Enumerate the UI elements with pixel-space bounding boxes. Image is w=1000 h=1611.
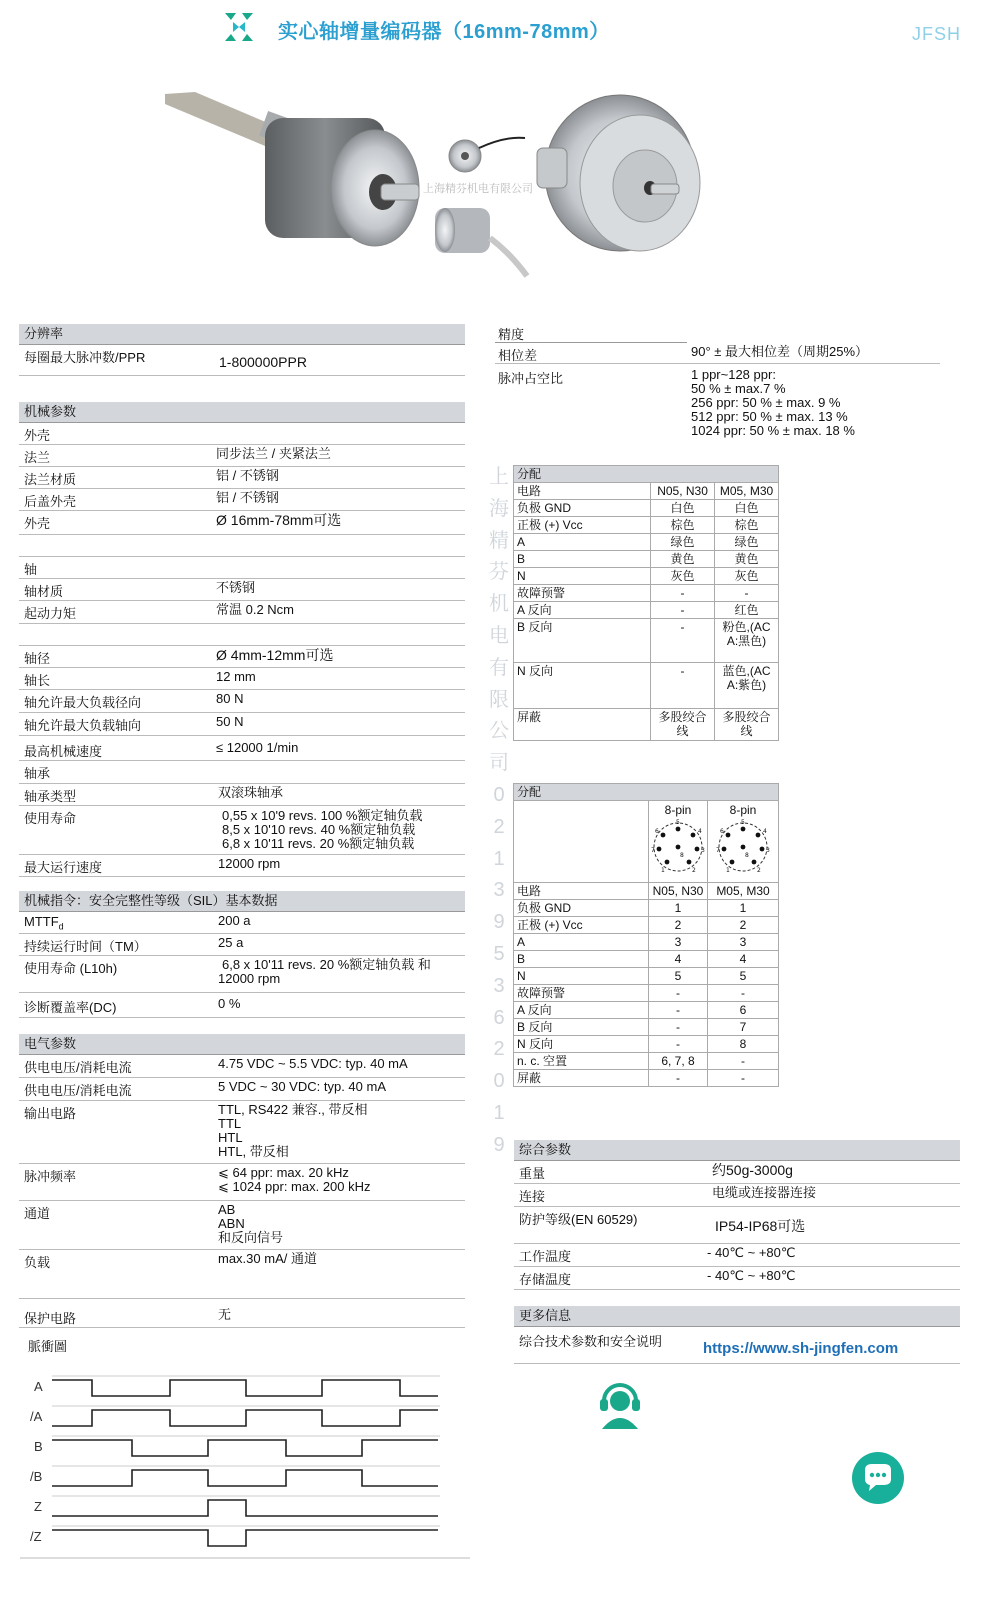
l10h-line-2: 12000 rpm (218, 971, 281, 986)
wiring2-head-m: M05, M30 (708, 883, 779, 900)
table-row: 故障预警 - - (514, 985, 779, 1002)
wiring2-head-n: N05, N30 (649, 883, 708, 900)
electrical-section (19, 1034, 465, 1272)
table-row: 负极 GND 白色 白色 (514, 500, 779, 517)
tm-value: 25 a (218, 935, 244, 950)
table-row: n. c. 空置 6, 7, 8 - (514, 1053, 779, 1070)
svg-text:3: 3 (701, 847, 705, 854)
supply2-value: 5 VDC ~ 30 VDC: typ. 40 mA (218, 1079, 386, 1094)
housing-key: 外壳 (24, 516, 51, 531)
connection-key: 连接 (519, 1189, 546, 1204)
shaft-material-value: 不锈钢 (216, 580, 256, 595)
channel-key: 通道 (24, 1206, 51, 1221)
pulse-diagram (20, 1360, 470, 1560)
channel-line-2: ABN (218, 1216, 245, 1231)
life-line-3: 6,8 x 10'11 revs. 20 %额定轴负载 (222, 836, 415, 851)
bearing-type-value: 双滚珠轴承 (218, 785, 284, 800)
l10h-key: 使用寿命 (L10h) (24, 961, 118, 976)
shaft-diameter-value: Ø 4mm-12mm可选 (216, 647, 334, 663)
ip-value: IP54-IP68可选 (715, 1218, 806, 1234)
electrical-title: 电气参数 (19, 1034, 465, 1055)
resolution-value: 1-800000PPR (219, 354, 307, 370)
wiring1-head-m: M05, M30 (715, 483, 779, 500)
pulse-title: 脈衝圖 (28, 1339, 68, 1354)
supply1-key: 供电电压/消耗电流 (24, 1060, 132, 1075)
protection-section (19, 1306, 465, 1328)
mttf-key: $MTTF_d$ (24, 914, 64, 932)
duty-line-3: 256 ppr: 50 % ± max. 9 % (691, 395, 841, 410)
flange-material-key: 法兰材质 (24, 472, 77, 487)
general-section (514, 1140, 960, 1290)
svg-text:1: 1 (661, 867, 665, 874)
supply2-key: 供电电压/消耗电流 (24, 1083, 132, 1098)
torque-value: 常温 0.2 Ncm (216, 602, 295, 617)
life-key: 使用寿命 (24, 811, 77, 826)
bearing-title: 轴承 (24, 766, 51, 781)
pulse-label-a-inv: /A (30, 1409, 43, 1424)
connection-value: 电缆或连接器连接 (712, 1185, 817, 1200)
phase-value: 90° ± 最大相位差（周期25%） (691, 344, 869, 359)
weight-value: 约50g-3000g (712, 1162, 793, 1178)
page-title: 实心轴增量编码器（16mm-78mm） (278, 21, 610, 43)
table-row: A 3 3 (514, 934, 779, 951)
svg-text:5: 5 (741, 819, 745, 826)
accuracy-title: 精度 (498, 327, 525, 342)
wiring-table-connector (513, 783, 779, 1087)
shaft-title: 轴 (24, 562, 38, 577)
table-row: N 5 5 (514, 968, 779, 985)
shaft-material-key: 轴材质 (24, 584, 64, 599)
pin-label-2: 8-pin (729, 803, 757, 817)
max-speed-value: ≤ 12000 1/min (216, 740, 299, 755)
work-temp-key: 工作温度 (519, 1249, 572, 1264)
output-key: 输出电路 (24, 1106, 77, 1121)
max-speed-key: 最高机械速度 (24, 744, 103, 759)
protect-key: 保护电路 (24, 1311, 77, 1326)
svg-text:7: 7 (716, 847, 720, 854)
svg-text:5: 5 (676, 819, 680, 826)
shaft-length-key: 轴长 (24, 673, 51, 688)
svg-text:8: 8 (745, 852, 749, 859)
shaft-diameter-key: 轴径 (24, 651, 51, 666)
phase-key: 相位差 (498, 348, 538, 363)
l10h-line-1: 6,8 x 10'11 revs. 20 %额定轴负载 和 (222, 957, 431, 972)
duty-line-2: 50 % ± max.7 % (691, 381, 786, 396)
duty-line-5: 1024 ppr: 50 % ± max. 18 % (691, 423, 855, 438)
mechanical-title: 机械参数 (19, 402, 465, 423)
wiring1-head-circuit: 电路 (514, 483, 651, 500)
svg-text:2: 2 (692, 867, 696, 874)
duty-key: 脉冲占空比 (498, 371, 564, 386)
wiring1-title: 分配 (514, 466, 779, 483)
cover-value: 铝 / 不锈钢 (216, 490, 279, 505)
pulse-label-z-inv: /Z (30, 1529, 42, 1544)
table-row: A 绿色 绿色 (514, 534, 779, 551)
cover-key: 后盖外壳 (24, 494, 77, 509)
flange-key: 法兰 (24, 450, 51, 465)
table-row: B 4 4 (514, 951, 779, 968)
housing-title: 外壳 (24, 428, 51, 443)
table-row: 故障预警 - - (514, 585, 779, 602)
output-line-4: HTL, 带反相 (218, 1144, 289, 1159)
table-row: N 反向 - 8 (514, 1036, 779, 1053)
general-title: 综合参数 (514, 1140, 960, 1161)
wiring-table-cable (513, 465, 779, 741)
pin-label-1: 8-pin (664, 803, 692, 817)
life-line-2: 8,5 x 10'10 revs. 40 %额定轴负载 (222, 822, 416, 837)
op-speed-key: 最大运行速度 (24, 860, 103, 875)
table-row: N 灰色 灰色 (514, 568, 779, 585)
pulse-label-b-inv: /B (30, 1469, 43, 1484)
chat-icon[interactable] (850, 1450, 906, 1506)
table-row: A 反向 - 6 (514, 1002, 779, 1019)
svg-text:8: 8 (680, 852, 684, 859)
freq-line-2: ⩽ 1024 ppr: max. 200 kHz (218, 1179, 371, 1194)
dc-key: 诊断覆盖率(DC) (24, 1000, 117, 1015)
website-link[interactable]: https://www.sh-jingfen.com (703, 1340, 899, 1357)
table-row: A 反向 - 红色 (514, 602, 779, 619)
pulse-label-a: A (34, 1379, 43, 1394)
channel-line-3: 和反向信号 (218, 1230, 284, 1245)
torque-key: 起动力矩 (24, 606, 77, 621)
storage-temp-key: 存储温度 (519, 1272, 572, 1287)
svg-text:4: 4 (698, 828, 702, 835)
table-row: 正极 (+) Vcc 2 2 (514, 917, 779, 934)
brand-mark: JFSH (912, 24, 961, 44)
radial-load-value: 80 N (216, 691, 244, 706)
table-row: 屏蔽 多股绞合线 多股绞合线 (514, 709, 779, 741)
radial-load-key: 轴允许最大负载径向 (24, 695, 142, 710)
op-speed-value: 12000 rpm (218, 856, 281, 871)
accuracy-section (495, 323, 940, 438)
protect-value: 无 (218, 1307, 232, 1322)
duty-line-4: 512 ppr: 50 % ± max. 13 % (691, 409, 848, 424)
output-line-3: HTL (218, 1130, 243, 1145)
resolution-section (19, 324, 465, 376)
resolution-title: 分辨率 (19, 324, 465, 345)
table-row: B 反向 - 7 (514, 1019, 779, 1036)
more-text: 综合技术参数和安全说明 (519, 1334, 663, 1349)
work-temp-value: - 40℃ ~ +80℃ (707, 1245, 796, 1260)
supply1-value: 4.75 VDC ~ 5.5 VDC: typ. 40 mA (218, 1056, 408, 1071)
svg-text:6: 6 (720, 828, 724, 835)
table-row: 正极 (+) Vcc 棕色 棕色 (514, 517, 779, 534)
output-line-2: TTL (218, 1116, 242, 1131)
dc-value: 0 % (218, 996, 241, 1011)
customer-service-icon[interactable] (596, 1377, 644, 1429)
freq-key: 脉冲频率 (24, 1169, 77, 1184)
axial-load-key: 轴允许最大负载轴向 (24, 718, 142, 733)
mttf-value: 200 a (218, 913, 251, 928)
safety-title: 机械指令：安全完整性等级（SIL）基本数据 (19, 891, 465, 912)
ip-key: 防护等级(EN 60529) (519, 1212, 638, 1227)
duty-line-1: 1 ppr~128 ppr: (691, 367, 776, 382)
table-row: B 黄色 黄色 (514, 551, 779, 568)
bearing-type-key: 轴承类型 (24, 789, 77, 804)
company-logo (222, 10, 256, 44)
table-row: 屏蔽 - - (514, 1070, 779, 1087)
connector-pinout-icon (649, 817, 707, 875)
pulse-label-z: Z (34, 1499, 42, 1514)
load-value: max.30 mA/ 通道 (218, 1251, 317, 1266)
flange-value: 同步法兰 / 夹紧法兰 (216, 446, 331, 461)
resolution-key: 每圈最大脉冲数/PPR (24, 350, 146, 365)
svg-text:3: 3 (766, 847, 770, 854)
mechanical-section (19, 402, 465, 877)
freq-line-1: ⩽ 64 ppr: max. 20 kHz (218, 1165, 349, 1180)
pulse-label-b: B (34, 1439, 43, 1454)
life-line-1: 0,55 x 10'9 revs. 100 %额定轴负载 (222, 808, 423, 823)
flange-material-value: 铝 / 不锈钢 (216, 468, 279, 483)
output-line-1: TTL, RS422 兼容., 带反相 (218, 1102, 368, 1117)
housing-value: Ø 16mm-78mm可选 (216, 512, 342, 528)
table-row: N 反向 - 蓝色,(ACA:紫色) (514, 663, 779, 709)
wiring1-head-n: N05, N30 (651, 483, 715, 500)
svg-text:2: 2 (757, 867, 761, 874)
connector-pinout-icon (714, 817, 772, 875)
safety-section (19, 891, 465, 1018)
weight-key: 重量 (519, 1166, 546, 1181)
watermark-text: 上海精芬机电有限公司 (423, 182, 533, 195)
shaft-length-value: 12 mm (216, 669, 256, 684)
product-photo (165, 88, 745, 293)
storage-temp-value: - 40℃ ~ +80℃ (707, 1268, 796, 1283)
axial-load-value: 50 N (216, 714, 244, 729)
svg-text:7: 7 (651, 847, 655, 854)
tm-key: 持续运行时间（TM） (24, 939, 147, 954)
vertical-watermark: 上 海 精 芬 机 电 有 限 公 司 0 2 1 3 9 5 3 6 2 0 1 9 (489, 466, 509, 1156)
svg-text:4: 4 (763, 828, 767, 835)
svg-text:6: 6 (655, 828, 659, 835)
wiring2-title: 分配 (514, 784, 779, 801)
channel-line-1: AB (218, 1202, 236, 1217)
svg-text:1: 1 (726, 867, 730, 874)
more-title: 更多信息 (514, 1306, 960, 1327)
load-key: 负载 (24, 1255, 51, 1270)
table-row: B 反向 - 粉色,(ACA:黑色) (514, 619, 779, 663)
table-row: 负极 GND 1 1 (514, 900, 779, 917)
wiring2-head-circuit: 电路 (514, 883, 649, 900)
